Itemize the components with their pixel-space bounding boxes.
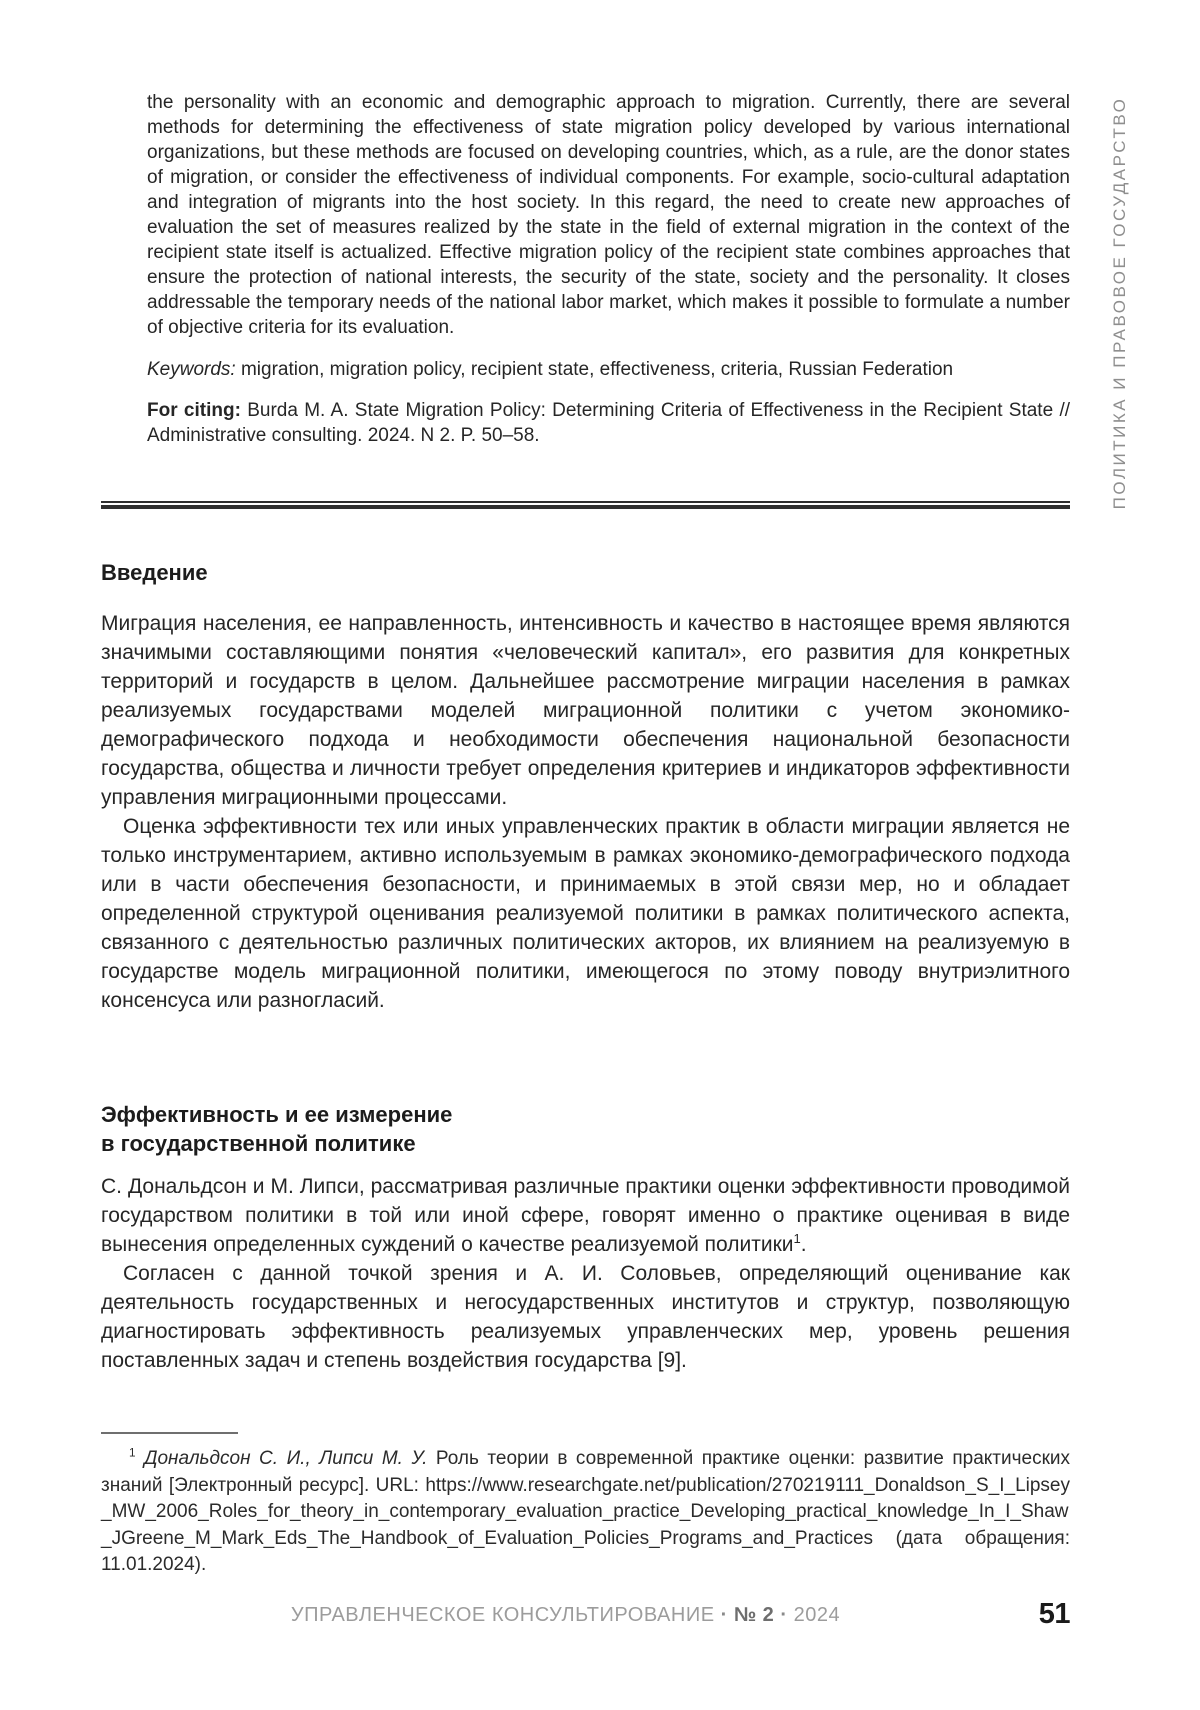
footnote-authors: Дональдсон С. И., Липси М. У. [144, 1448, 428, 1469]
effectiveness-paragraph-1-text: С. Дональдсон и М. Липси, рассматривая различные практики оценки эффективности проводимой государством политики в той или иной сфере, говорят именно о практике оценивая в виде вынесения определенных суждений о качестве реализуемой политики [101, 1175, 1070, 1256]
effectiveness-paragraph-1-tail: . [800, 1233, 807, 1256]
footnote-text-after-url: (дата обращения: 11.01.2024). [101, 1527, 1070, 1575]
issue-number: № 2 [733, 1604, 775, 1626]
footnote-marker: 1 [129, 1446, 136, 1460]
for-citing-label: For citing: [147, 400, 241, 421]
footer-separator-2: · [780, 1604, 788, 1626]
footer-separator-1: · [720, 1604, 728, 1626]
for-citing-text: Burda M. A. State Migration Policy: Determining Criteria of Effectiveness in the Recipient State // Administrative consulting. 2024. N 2. P. 50–58. [147, 400, 1070, 446]
issue-year: 2024 [793, 1604, 841, 1626]
citation-line [147, 398, 1070, 448]
keywords-label: Keywords: [147, 359, 236, 380]
footnote-text-before-url: Роль теории в современной практике оценки: развитие практических знаний [Электронный ресурс]. URL: [101, 1448, 1071, 1496]
effectiveness-paragraph-2: Согласен с данной точкой зрения и А. И. Соловьев, определяющий оценивание как деятельность государственных и негосударственных институтов и структур, позволяющую диагностировать эффективность реализуемых управленческих мер, уровень решения поставленных задач и степень воздействия государства [9]. [101, 1262, 1070, 1372]
footnote-url: https://www.researchgate.net/publication/270219111_Donaldson_S_I_Lipsey_MW_2006_Roles_for_theory_in_contemporary_evaluation_practice_Developing_practical_knowledge_In_I_Shaw_JGreene_M_Mark_Eds_The_Handbook_of_Evaluation_Policies_Programs_and_Practices [101, 1474, 1070, 1549]
footnote-separator-rule [101, 1432, 238, 1434]
introduction-heading: Введение [101, 560, 208, 585]
introduction-paragraph-1: Миграция населения, ее направленность, интенсивность и качество в настоящее время являются значимыми составляющими понятия «человеческий капитал», его развития для конкретных территорий и государств в целом. Дальнейшее рассмотрение миграции населения в рамках реализуемых государствами моделей миграционной политики с учетом экономико-демографического подхода и необходимости обеспечения национальной безопасности государства, общества и личности требует определения критериев и индикаторов эффективности управления миграционными процессами. [101, 612, 1070, 809]
page-footer [101, 1598, 1070, 1642]
introduction-section [101, 609, 1070, 1015]
page-number: 51 [1038, 1598, 1070, 1630]
footnote [101, 1446, 1070, 1579]
keywords-line [147, 357, 1070, 382]
section-side-label: ПОЛИТИКА И ПРАВОВОЕ ГОСУДАРСТВО [1110, 96, 1129, 510]
effectiveness-paragraph-1 [101, 1172, 1070, 1259]
effectiveness-heading: Эффективность и ее измерение в государственной политике [101, 1102, 453, 1156]
footnote-reference-mark: 1 [793, 1231, 801, 1246]
introduction-paragraph-2: Оценка эффективности тех или иных управленческих практик в области миграции является не только инструментарием, активно используемым в рамках экономико-демографического подхода или в части обеспечения безопасности, и принимаемых в этой связи мер, но и обладает определенной структурой оценивания реализуемой политики в рамках политического аспекта, связанного с деятельностью различных политических акторов, их влиянием на реализуемую в государстве модель миграционной политики, имеющегося по этому поводу внутриэлитного консенсуса или разногласий. [101, 815, 1070, 1012]
journal-name: УПРАВЛЕНЧЕСКОЕ КОНСУЛЬТИРОВАНИЕ [290, 1604, 715, 1626]
running-title [101, 1604, 1070, 1627]
section-divider-rule [101, 501, 1070, 509]
front-matter-block [147, 90, 1070, 448]
effectiveness-section [101, 1172, 1070, 1375]
keywords-text: migration, migration policy, recipient state, effectiveness, criteria, Russian Federation [235, 359, 954, 380]
abstract-text-en: the personality with an economic and demographic approach to migration. Currently, there are several methods for determining the effectiveness of state migration policy developed by various international organizations, but these methods are focused on developing countries, which, as a rule, are the donor states of migration, or consider the effectiveness of individual components. For example, socio-cultural adaptation and integration of migrants into the host society. In this regard, the need to create new approaches of evaluation the set of measures realized by the state in the field of external migration in the context of the recipient state itself is actualized. Effective migration policy of the recipient state combines approaches that ensure the protection of national interests, the security of the state, society and the personality. It closes addressable the temporary needs of the national labor market, which makes it possible to formulate a number of objective criteria for its evaluation. [147, 92, 1070, 338]
